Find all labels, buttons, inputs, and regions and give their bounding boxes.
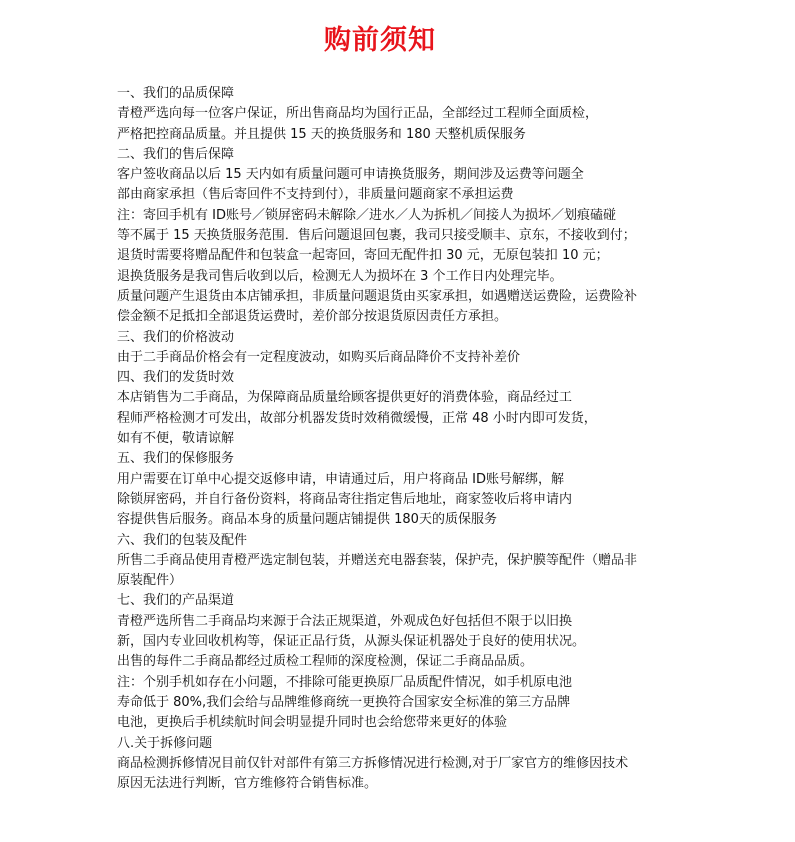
body-line: 寿命低于 80%,我们会给与品牌维修商统一更换符合国家安全标准的第三方品牌 bbox=[117, 694, 571, 710]
body-line: 质量问题产生退货由本店铺承担，非质量问题退货由买家承担，如遇赠送运费险，运费险补 bbox=[117, 288, 638, 304]
section-heading: 四、我们的发货时效 bbox=[117, 370, 235, 386]
body-line: 青橙严选向每一位客户保证，所出售商品均为国行正品，全部经过工程师全面质检， bbox=[117, 106, 599, 122]
body-line: 容提供售后服务。商品本身的质量问题店铺提供 180天的质保服务 bbox=[117, 512, 497, 528]
body-line: 注：个别手机如存在小问题，不排除可能更换原厂品质配件情况，如手机原电池 bbox=[117, 674, 573, 690]
section-heading: 五、我们的保修服务 bbox=[117, 451, 235, 467]
page-title: 购前须知 bbox=[324, 25, 436, 56]
body-line: 所售二手商品使用青橙严选定制包装，并赠送充电器套装，保护壳，保护膜等配件（赠品非 bbox=[117, 552, 638, 568]
body-line: 客户签收商品以后 15 天内如有质量问题可申请换货服务，期间涉及运费等问题全 bbox=[117, 167, 584, 183]
section-heading: 二、我们的售后保障 bbox=[117, 146, 235, 162]
section-heading: 八.关于拆修问题 bbox=[117, 735, 213, 751]
body-line: 部由商家承担（售后寄回件不支持到付），非质量问题商家不承担运费 bbox=[117, 187, 514, 203]
section-heading: 六、我们的包装及配件 bbox=[117, 532, 248, 548]
section-heading: 七、我们的产品渠道 bbox=[117, 593, 235, 609]
body-line: 本店销售为二手商品，为保障商品质量给顾客提供更好的消费体验，商品经过工 bbox=[117, 390, 573, 406]
body-line: 如有不便，敬请谅解 bbox=[117, 431, 235, 447]
body-line: 退货时需要将赠品配件和包装盒一起寄回，寄回无配件扣 30 元，无原包装扣 10 元； bbox=[117, 248, 609, 264]
body-line: 出售的每件二手商品都经过质检工程师的深度检测，保证二手商品品质。 bbox=[117, 654, 534, 670]
body-line: 用户需要在订单中心提交返修申请，申请通过后，用户将商品 ID账号解绑，解 bbox=[117, 471, 564, 487]
body-line: 退换货服务是我司售后收到以后，检测无人为损坏在 3 个工作日内处理完毕。 bbox=[117, 268, 563, 284]
body-line: 新，国内专业回收机构等，保证正品行货，从源头保证机器处于良好的使用状况。 bbox=[117, 634, 586, 650]
body-line: 原装配件） bbox=[117, 573, 183, 589]
body-line: 电池，更换后手机续航时间会明显提升同时也会给您带来更好的体验 bbox=[117, 715, 508, 731]
section-heading: 三、我们的价格波动 bbox=[117, 329, 235, 345]
body-line: 偿金额不足抵扣全部退货运费时，差价部分按退货原因责任方承担。 bbox=[117, 309, 508, 325]
body-line: 商品检测拆修情况目前仅针对部件有第三方拆修情况进行检测,对于厂家官方的维修因技术 bbox=[117, 755, 629, 771]
body-line: 除锁屏密码，并自行备份资料，将商品寄往指定售后地址，商家签收后将申请内 bbox=[117, 491, 573, 507]
body-line: 程师严格检测才可发出，故部分机器发货时效稍微缓慢，正常 48 小时内即可发货， bbox=[117, 410, 597, 426]
body-line: 严格把控商品质量。并且提供 15 天的换货服务和 180 天整机质保服务 bbox=[117, 126, 526, 142]
body-line: 青橙严选所售二手商品均来源于合法正规渠道，外观成色好包括但不限于以旧换 bbox=[117, 613, 573, 629]
body-line: 由于二手商品价格会有一定程度波动，如购买后商品降价不支持补差价 bbox=[117, 349, 521, 365]
notice-content bbox=[117, 84, 717, 794]
body-line: 等不属于 15 天换货服务范围．售后问题退回包裹，我司只接受顺丰、京东，不接收到付； bbox=[117, 228, 636, 244]
body-line: 原因无法进行判断，官方维修符合销售标准。 bbox=[117, 776, 378, 792]
body-line: 注：寄回手机有 ID账号／锁屏密码未解除／进水／人为拆机／间接人为损坏／划痕磕碰 bbox=[117, 207, 616, 223]
section-heading: 一、我们的品质保障 bbox=[117, 86, 235, 101]
